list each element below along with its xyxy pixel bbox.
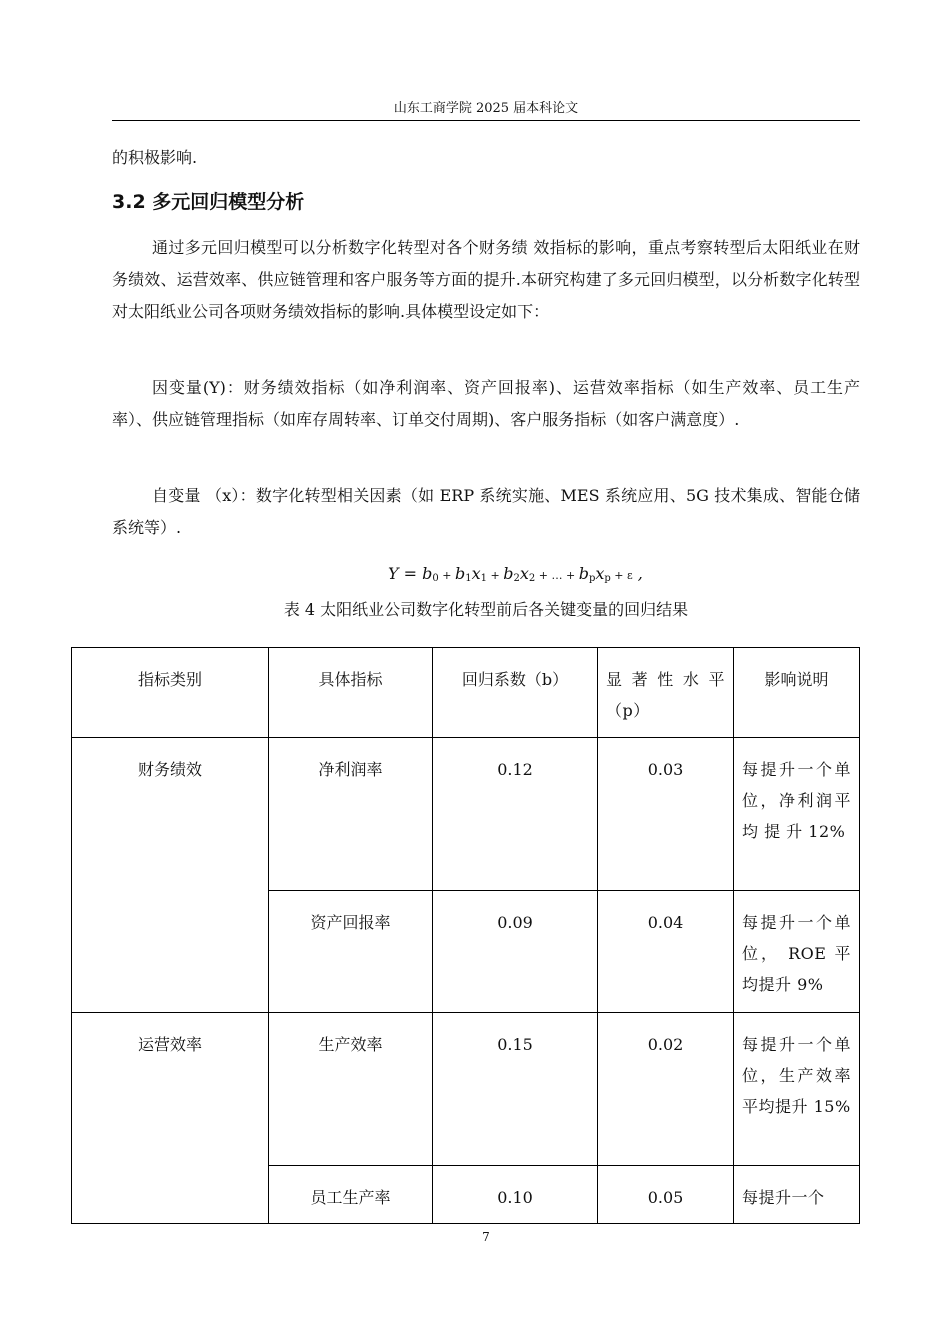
note-cell: 每提升一个单位，生产效率平均提升 15% xyxy=(734,1013,860,1166)
header-cell: 指标类别 xyxy=(72,648,269,738)
table-row xyxy=(72,1013,860,1166)
p-value-cell: 0.04 xyxy=(598,891,734,1013)
category-cell: 财务绩效 xyxy=(72,738,269,1013)
header-cell: 具体指标 xyxy=(269,648,433,738)
running-header: 山东工商学院 2025 届本科论文 xyxy=(393,101,579,116)
coefficient-cell: 0.09 xyxy=(433,891,598,1013)
indicator-cell: 净利润率 xyxy=(269,738,433,891)
table-caption: 表 4 太阳纸业公司数字化转型前后各关键变量的回归结果 xyxy=(283,600,689,619)
p-value-cell: 0.02 xyxy=(598,1013,734,1166)
header-cell: 回归系数（b） xyxy=(433,648,598,738)
coefficient-cell: 0.10 xyxy=(433,1166,598,1224)
regression-formula: $Y = b_0 + b_1x_1 + b_2x_2$ + … + $b_px_p + \varepsilon$ , xyxy=(388,564,643,584)
section-title: 3.2 多元回归模型分析 xyxy=(112,191,305,213)
category-cell: 运营效率 xyxy=(72,1013,269,1224)
table-header-row xyxy=(72,648,860,738)
paragraph-1: 通过多元回归模型可以分析数字化转型对各个财务绩 效指标的影响，重点考察转型后太阳纸业在财务绩效、运营效率、供应链管理和客户服务等方面的提升.本研究构建了多元回归模型，以分析数字化转型对太阳纸业公司各项财务绩效指标的影响.具体模型设定如下： xyxy=(112,238,860,321)
page-number: 7 xyxy=(482,1230,490,1244)
indicator-cell: 资产回报率 xyxy=(269,891,433,1013)
p-value-cell: 0.05 xyxy=(598,1166,734,1224)
indicator-cell: 员工生产率 xyxy=(269,1166,433,1224)
coefficient-cell: 0.12 xyxy=(433,738,598,891)
regression-results-table xyxy=(71,647,860,1224)
header-cell: 影响说明 xyxy=(734,648,860,738)
note-cell: 每提升一个单位，净利润平 均 提 升 12% xyxy=(734,738,860,891)
table-row xyxy=(72,738,860,891)
paragraph-3: 自变量 （x）：数字化转型相关因素（如 ERP 系统实施、MES 系统应用、5G 技术集成、智能仓储系统等）. xyxy=(112,486,860,537)
note-cell: 每提升一个 xyxy=(734,1166,860,1224)
paragraph-2: 因变量(Y)：财务绩效指标（如净利润率、资产回报率)、运营效率指标（如生产效率、员工生产率）、供应链管理指标（如库存周转率、订单交付周期)、客户服务指标（如客户满意度）. xyxy=(112,378,860,429)
header-rule xyxy=(112,120,860,121)
indicator-cell: 生产效率 xyxy=(269,1013,433,1166)
carryover-text: 的积极影响. xyxy=(112,148,198,167)
coefficient-cell: 0.15 xyxy=(433,1013,598,1166)
header-cell: 显 著 性 水 平（p） xyxy=(598,648,734,738)
p-value-cell: 0.03 xyxy=(598,738,734,891)
note-cell: 每提升一个单 位， ROE 平均提升 9% xyxy=(734,891,860,1013)
